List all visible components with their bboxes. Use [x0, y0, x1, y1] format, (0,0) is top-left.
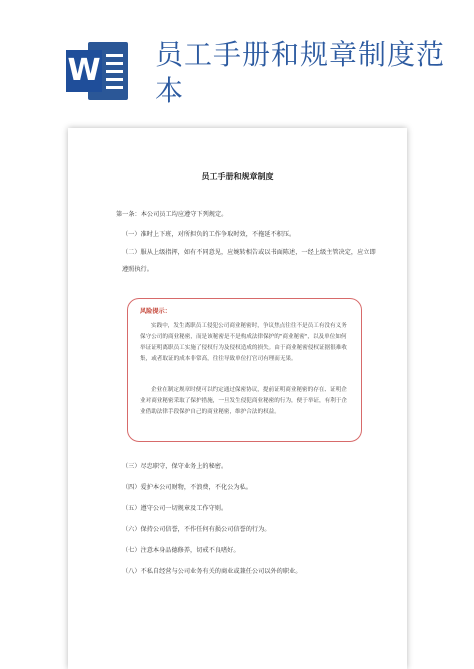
article-intro: 第一条：本公司员工均应遵守下列规定。 — [116, 211, 228, 218]
rule-item: （七）注意本身品德修养，切戒不良嗜好。 — [122, 547, 240, 554]
risk-notice-paragraph: 企业在制定规章时便可以约定通过保密协议，提前证明商业秘密的存在、证明企业对商业秘密采取了保护措施，一旦发生侵犯商业秘密的行为，便于举证，有利于企业借助法律手段保护自己的商业秘密，维护合法的权益。 — [140, 387, 347, 415]
document-title: 员工手册和规章制度 — [201, 172, 274, 181]
rule-item: （五）遵守公司一切规章及工作守则。 — [122, 505, 228, 512]
word-icon-line — [106, 70, 123, 73]
word-icon-line — [106, 78, 123, 81]
rule-item: （六）保持公司信誉，不作任何有损公司信誉的行为。 — [122, 526, 271, 533]
header-banner — [0, 0, 474, 125]
word-icon-line — [106, 86, 123, 89]
word-icon-line — [106, 62, 123, 65]
word-icon-letter: W — [66, 50, 102, 92]
rule-item: （一）准时上下班，对所担负的工作争取时效，不拖延不积压。 — [122, 231, 296, 238]
risk-notice-title: 风险提示： — [140, 308, 171, 315]
word-icon — [66, 38, 132, 104]
rule-item: （四）爱护本公司财物，不浪费，不化公为私。 — [122, 484, 252, 491]
risk-notice-box — [127, 298, 362, 442]
word-icon-line — [106, 54, 123, 57]
document-page — [68, 128, 407, 669]
rule-item: （八）不私自经营与公司业务有关的商业或兼任公司以外的职业。 — [122, 568, 302, 575]
rule-item: （二）服从上级指挥，如有不同意见，应婉转相告或以书面陈述，一经上级主管决定，应立即遵照执行。 — [122, 249, 376, 273]
page-title: 员工手册和规章制度范本 — [155, 38, 446, 107]
rule-item: （三）尽忠职守，保守业务上的秘密。 — [122, 463, 228, 470]
risk-notice-paragraph: 实践中，发生离职员工侵犯公司商业秘密时，争议焦点往往不是员工有没有义务保守公司的商业秘密，而是该秘密是不是构成法律保护的"商业秘密"，以及单位如何举证证明离职员工实施了侵权行为及侵权造成的损失。由于商业秘密侵权证据很难收集，或者取证的成本非常高，往往导致单位打官司有理而无果。 — [140, 323, 347, 362]
